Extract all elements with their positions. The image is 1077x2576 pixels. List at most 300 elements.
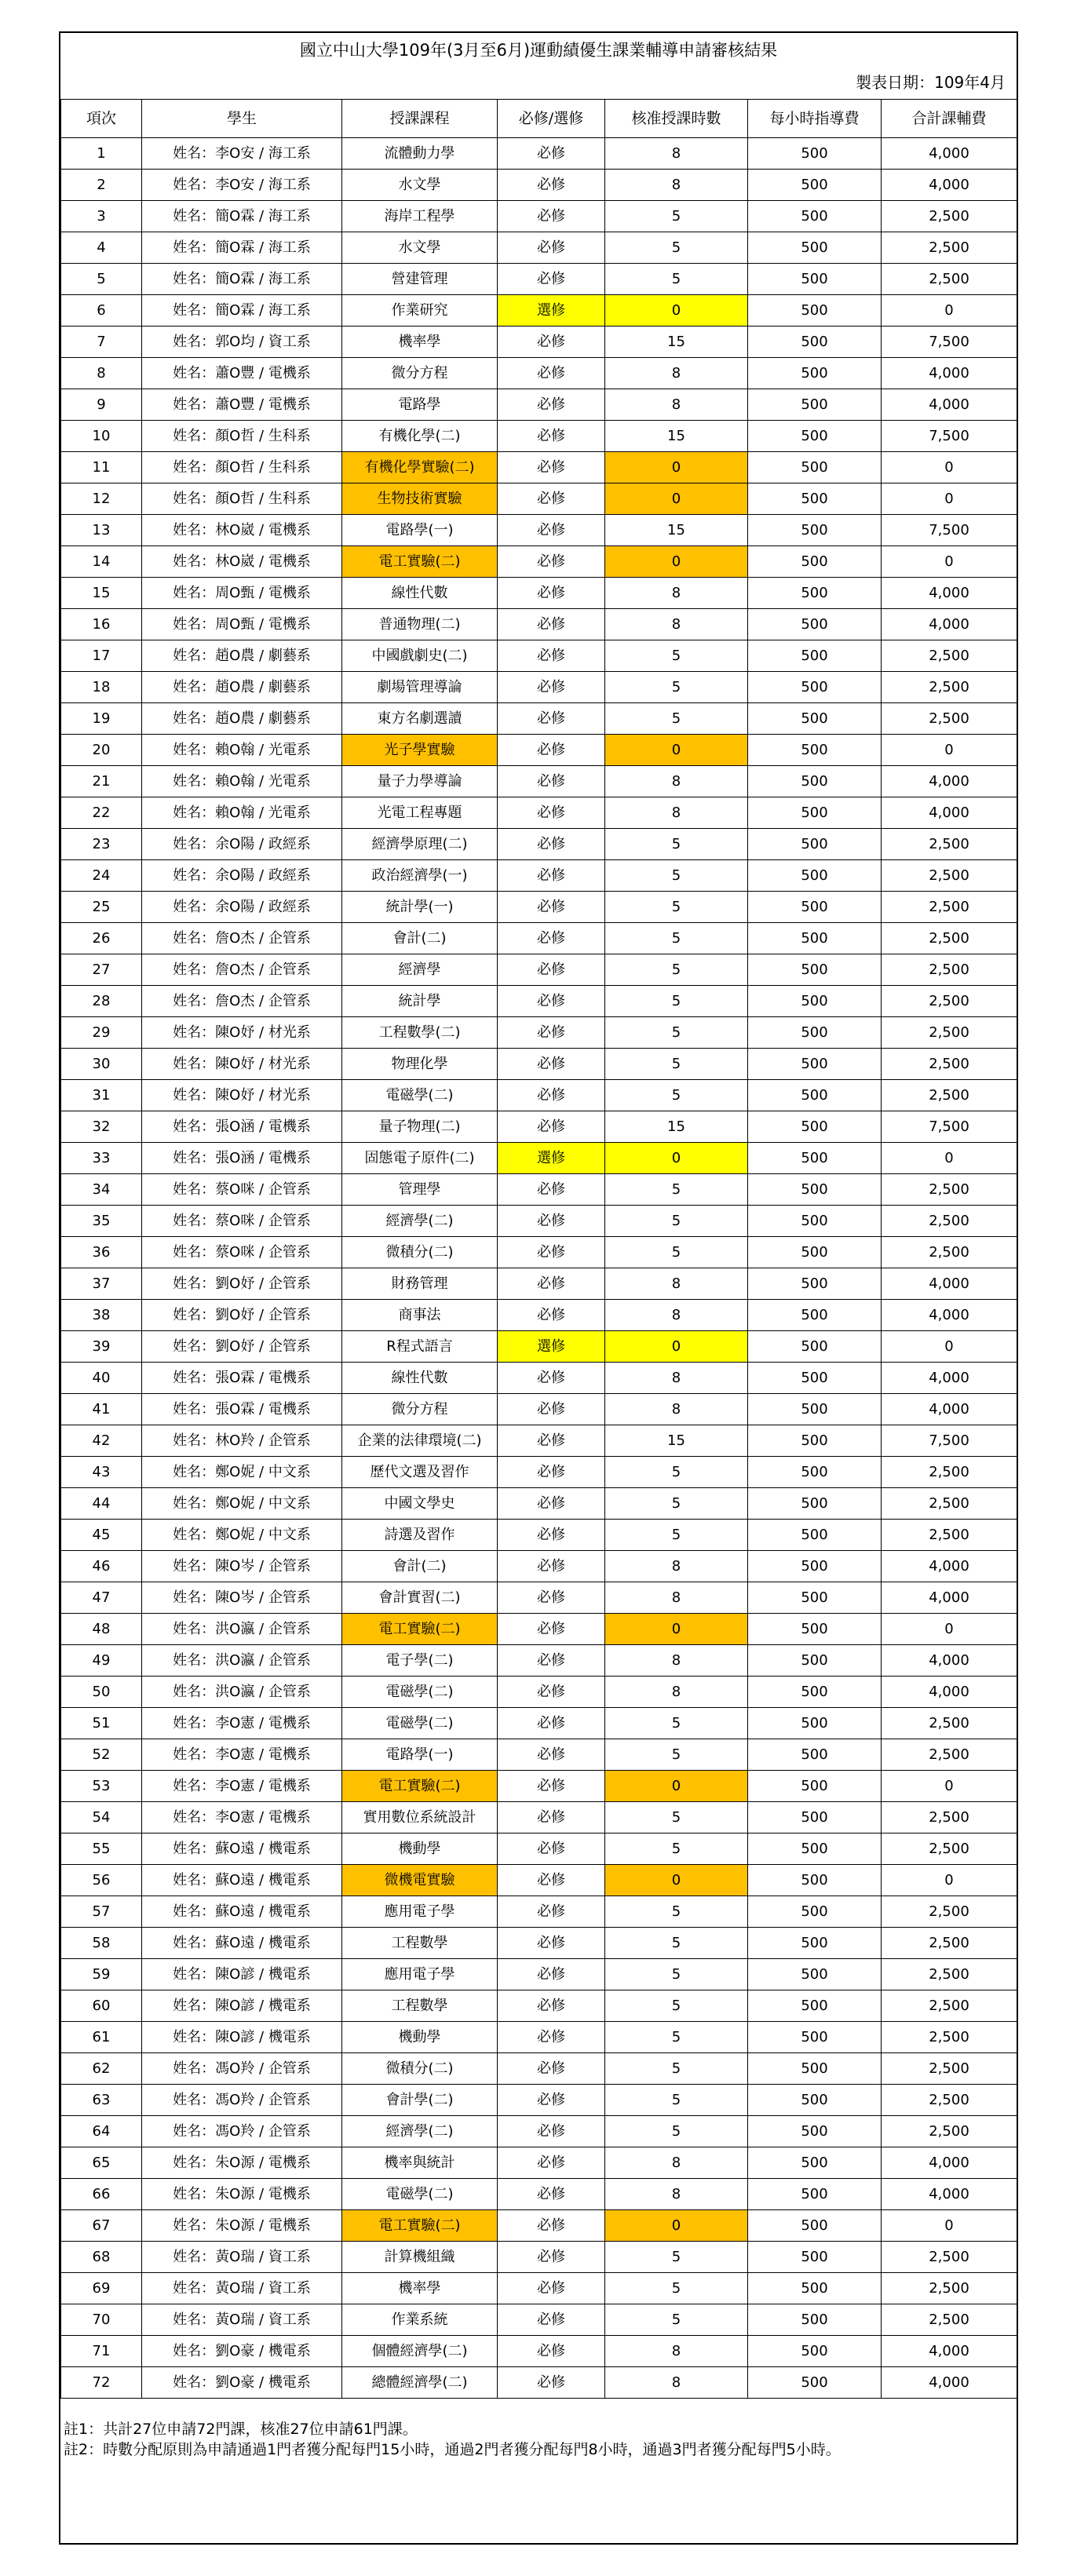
- cell-student: 姓名：劉O妤 / 企管系: [142, 1268, 342, 1300]
- table-row: [61, 954, 1017, 986]
- cell-fee: 500: [748, 1645, 882, 1677]
- cell-total: 4,000: [882, 1363, 1017, 1394]
- cell-course: 應用電子學: [342, 1959, 498, 1990]
- cell-hours: 8: [605, 1394, 748, 1425]
- cell-type: 必修: [498, 672, 605, 703]
- cell-index: 24: [61, 860, 142, 892]
- cell-index: 21: [61, 766, 142, 797]
- cell-student: 姓名：李O安 / 海工系: [142, 170, 342, 201]
- cell-type: 必修: [498, 138, 605, 170]
- cell-student: 姓名：蕭O豐 / 電機系: [142, 389, 342, 421]
- cell-student: 姓名：簡O霖 / 海工系: [142, 264, 342, 295]
- cell-hours: 8: [605, 138, 748, 170]
- cell-course: 作業研究: [342, 295, 498, 327]
- cell-student: 姓名：李O憲 / 電機系: [142, 1771, 342, 1802]
- table-row: [61, 2116, 1017, 2147]
- cell-index: 65: [61, 2147, 142, 2179]
- cell-hours: 5: [605, 2053, 748, 2085]
- cell-course: 統計學: [342, 986, 498, 1017]
- cell-hours: 5: [605, 1990, 748, 2022]
- table-row: [61, 2304, 1017, 2336]
- cell-course: 會計實習(二): [342, 1582, 498, 1614]
- cell-course: 經濟學(二): [342, 2116, 498, 2147]
- cell-hours: 8: [605, 1677, 748, 1708]
- cell-index: 58: [61, 1928, 142, 1959]
- cell-total: 2,500: [882, 2085, 1017, 2116]
- cell-type: 必修: [498, 1174, 605, 1206]
- cell-student: 姓名：陳O妤 / 材光系: [142, 1017, 342, 1049]
- cell-total: 4,000: [882, 1677, 1017, 1708]
- cell-course: 工程數學: [342, 1928, 498, 1959]
- cell-student: 姓名：陳O諺 / 機電系: [142, 1990, 342, 2022]
- cell-student: 姓名：蘇O遠 / 機電系: [142, 1896, 342, 1928]
- table-row: [61, 1488, 1017, 1520]
- cell-total: 2,500: [882, 1708, 1017, 1739]
- cell-course: 歷代文選及習作: [342, 1457, 498, 1488]
- table-row: [61, 1143, 1017, 1174]
- cell-index: 11: [61, 452, 142, 483]
- cell-fee: 500: [748, 2210, 882, 2242]
- cell-type: 必修: [498, 170, 605, 201]
- cell-fee: 500: [748, 2367, 882, 2399]
- cell-course: 經濟學: [342, 954, 498, 986]
- cell-index: 62: [61, 2053, 142, 2085]
- cell-hours: 5: [605, 1457, 748, 1488]
- note-1: 註1：共計27位申請72門課，核准27位申請61門課。: [64, 2421, 418, 2438]
- cell-student: 姓名：趙O農 / 劇藝系: [142, 640, 342, 672]
- cell-fee: 500: [748, 264, 882, 295]
- header-student: 學生: [142, 100, 342, 138]
- cell-type: 必修: [498, 2147, 605, 2179]
- cell-hours: 8: [605, 2147, 748, 2179]
- cell-type: 必修: [498, 515, 605, 546]
- table-row: [61, 1049, 1017, 1080]
- cell-total: 2,500: [882, 672, 1017, 703]
- cell-fee: 500: [748, 452, 882, 483]
- cell-type: 必修: [498, 358, 605, 389]
- cell-course: 有機化學(二): [342, 421, 498, 452]
- cell-fee: 500: [748, 954, 882, 986]
- cell-index: 5: [61, 264, 142, 295]
- cell-index: 34: [61, 1174, 142, 1206]
- cell-fee: 500: [748, 892, 882, 923]
- cell-fee: 500: [748, 421, 882, 452]
- cell-hours: 0: [605, 735, 748, 766]
- cell-type: 必修: [498, 578, 605, 609]
- cell-total: 4,000: [882, 766, 1017, 797]
- cell-student: 姓名：劉O妤 / 企管系: [142, 1300, 342, 1331]
- cell-course: 會計(二): [342, 923, 498, 954]
- cell-student: 姓名：洪O瀛 / 企管系: [142, 1614, 342, 1645]
- cell-student: 姓名：陳O妤 / 材光系: [142, 1049, 342, 1080]
- cell-fee: 500: [748, 860, 882, 892]
- cell-course: 微機電實驗: [342, 1865, 498, 1896]
- cell-fee: 500: [748, 358, 882, 389]
- table-row: [61, 829, 1017, 860]
- cell-fee: 500: [748, 986, 882, 1017]
- cell-student: 姓名：林O崴 / 電機系: [142, 546, 342, 578]
- cell-student: 姓名：張O霖 / 電機系: [142, 1394, 342, 1425]
- cell-fee: 500: [748, 2022, 882, 2053]
- cell-fee: 500: [748, 2304, 882, 2336]
- table-row: [61, 860, 1017, 892]
- cell-course: 固態電子原件(二): [342, 1143, 498, 1174]
- cell-student: 姓名：黃O瑞 / 資工系: [142, 2273, 342, 2304]
- cell-index: 2: [61, 170, 142, 201]
- cell-student: 姓名：簡O霖 / 海工系: [142, 295, 342, 327]
- cell-hours: 0: [605, 1331, 748, 1363]
- table-row: [61, 1896, 1017, 1928]
- cell-fee: 500: [748, 1833, 882, 1865]
- cell-type: 必修: [498, 327, 605, 358]
- cell-type: 必修: [498, 1111, 605, 1143]
- cell-hours: 8: [605, 2179, 748, 2210]
- cell-hours: 5: [605, 1928, 748, 1959]
- cell-course: 營建管理: [342, 264, 498, 295]
- cell-course: 作業系統: [342, 2304, 498, 2336]
- cell-index: 3: [61, 201, 142, 232]
- cell-student: 姓名：周O甄 / 電機系: [142, 609, 342, 640]
- cell-type: 必修: [498, 2179, 605, 2210]
- cell-fee: 500: [748, 1237, 882, 1268]
- cell-hours: 5: [605, 1080, 748, 1111]
- cell-hours: 8: [605, 578, 748, 609]
- cell-course: 應用電子學: [342, 1896, 498, 1928]
- cell-total: 2,500: [882, 1896, 1017, 1928]
- cell-total: 4,000: [882, 1645, 1017, 1677]
- cell-hours: 5: [605, 1896, 748, 1928]
- cell-fee: 500: [748, 2273, 882, 2304]
- cell-course: 電磁學(二): [342, 2179, 498, 2210]
- cell-student: 姓名：馮O羚 / 企管系: [142, 2053, 342, 2085]
- cell-fee: 500: [748, 1865, 882, 1896]
- cell-type: 必修: [498, 421, 605, 452]
- cell-student: 姓名：洪O瀛 / 企管系: [142, 1645, 342, 1677]
- cell-type: 選修: [498, 1331, 605, 1363]
- cell-course: 電工實驗(二): [342, 1771, 498, 1802]
- cell-course: 機率學: [342, 2273, 498, 2304]
- cell-student: 姓名：蔡O咪 / 企管系: [142, 1206, 342, 1237]
- cell-student: 姓名：陳O諺 / 機電系: [142, 1959, 342, 1990]
- cell-total: 4,000: [882, 2336, 1017, 2367]
- cell-course: 東方名劇選讀: [342, 703, 498, 735]
- cell-hours: 0: [605, 452, 748, 483]
- table-row: [61, 1174, 1017, 1206]
- cell-total: 0: [882, 2210, 1017, 2242]
- cell-type: 必修: [498, 1959, 605, 1990]
- cell-fee: 500: [748, 797, 882, 829]
- cell-index: 53: [61, 1771, 142, 1802]
- cell-course: 電磁學(二): [342, 1708, 498, 1739]
- cell-hours: 5: [605, 232, 748, 264]
- cell-course: 電工實驗(二): [342, 1614, 498, 1645]
- cell-student: 姓名：張O涵 / 電機系: [142, 1143, 342, 1174]
- cell-total: 2,500: [882, 640, 1017, 672]
- table-row: [61, 421, 1017, 452]
- table-row: [61, 703, 1017, 735]
- report-date: 製表日期：109年4月: [856, 73, 1006, 92]
- cell-index: 25: [61, 892, 142, 923]
- table-row: [61, 1111, 1017, 1143]
- cell-hours: 5: [605, 1802, 748, 1833]
- header-total-fee: 合計課輔費: [882, 100, 1017, 138]
- cell-total: 2,500: [882, 2022, 1017, 2053]
- cell-course: 電工實驗(二): [342, 546, 498, 578]
- cell-total: 2,500: [882, 1049, 1017, 1080]
- cell-hours: 8: [605, 1645, 748, 1677]
- cell-course: 機動學: [342, 1833, 498, 1865]
- cell-index: 52: [61, 1739, 142, 1771]
- cell-hours: 5: [605, 1833, 748, 1865]
- table-row: [61, 1833, 1017, 1865]
- table-row: [61, 2085, 1017, 2116]
- cell-course: 會計(二): [342, 1551, 498, 1582]
- table-row: [61, 672, 1017, 703]
- cell-type: 必修: [498, 1928, 605, 1959]
- cell-student: 姓名：賴O翰 / 光電系: [142, 797, 342, 829]
- table-row: [61, 1739, 1017, 1771]
- cell-type: 必修: [498, 1677, 605, 1708]
- cell-type: 必修: [498, 1206, 605, 1237]
- cell-course: 海岸工程學: [342, 201, 498, 232]
- cell-index: 36: [61, 1237, 142, 1268]
- table-row: [61, 201, 1017, 232]
- cell-hours: 5: [605, 954, 748, 986]
- cell-fee: 500: [748, 2053, 882, 2085]
- cell-total: 2,500: [882, 201, 1017, 232]
- table-row: [61, 1551, 1017, 1582]
- cell-type: 必修: [498, 923, 605, 954]
- table-row: [61, 232, 1017, 264]
- cell-hours: 5: [605, 2273, 748, 2304]
- cell-total: 2,500: [882, 2273, 1017, 2304]
- cell-type: 必修: [498, 2116, 605, 2147]
- cell-hours: 0: [605, 2210, 748, 2242]
- cell-fee: 500: [748, 1582, 882, 1614]
- cell-type: 必修: [498, 389, 605, 421]
- cell-fee: 500: [748, 640, 882, 672]
- cell-index: 20: [61, 735, 142, 766]
- cell-fee: 500: [748, 1080, 882, 1111]
- cell-type: 必修: [498, 1300, 605, 1331]
- cell-hours: 0: [605, 1614, 748, 1645]
- cell-index: 55: [61, 1833, 142, 1865]
- cell-student: 姓名：蕭O豐 / 電機系: [142, 358, 342, 389]
- table-row: [61, 1582, 1017, 1614]
- cell-course: 電路學(一): [342, 1739, 498, 1771]
- cell-fee: 500: [748, 1394, 882, 1425]
- table-row: [61, 1331, 1017, 1363]
- cell-type: 必修: [498, 829, 605, 860]
- cell-fee: 500: [748, 2336, 882, 2367]
- cell-fee: 500: [748, 295, 882, 327]
- table-row: [61, 389, 1017, 421]
- table-row: [61, 1959, 1017, 1990]
- cell-course: 微分方程: [342, 358, 498, 389]
- cell-index: 31: [61, 1080, 142, 1111]
- header-required-elective: 必修/選修: [498, 100, 605, 138]
- cell-index: 46: [61, 1551, 142, 1582]
- cell-course: 電路學: [342, 389, 498, 421]
- cell-student: 姓名：賴O翰 / 光電系: [142, 735, 342, 766]
- cell-index: 54: [61, 1802, 142, 1833]
- cell-type: 必修: [498, 1017, 605, 1049]
- cell-course: 會計學(二): [342, 2085, 498, 2116]
- table-row: [61, 264, 1017, 295]
- cell-fee: 500: [748, 1802, 882, 1833]
- cell-type: 必修: [498, 201, 605, 232]
- cell-total: 4,000: [882, 1300, 1017, 1331]
- cell-hours: 0: [605, 1771, 748, 1802]
- cell-total: 2,500: [882, 2053, 1017, 2085]
- cell-index: 35: [61, 1206, 142, 1237]
- table-row: [61, 327, 1017, 358]
- note-2: 註2：時數分配原則為申請通過1門者獲分配每門15小時，通過2門者獲分配每門8小時，通過3門者獲分配每門5小時。: [64, 2441, 841, 2458]
- cell-student: 姓名：朱O源 / 電機系: [142, 2179, 342, 2210]
- cell-course: 實用數位系統設計: [342, 1802, 498, 1833]
- cell-course: 有機化學實驗(二): [342, 452, 498, 483]
- cell-total: 4,000: [882, 358, 1017, 389]
- cell-fee: 500: [748, 546, 882, 578]
- cell-type: 選修: [498, 295, 605, 327]
- cell-total: 2,500: [882, 986, 1017, 1017]
- cell-student: 姓名：簡O霖 / 海工系: [142, 232, 342, 264]
- cell-index: 6: [61, 295, 142, 327]
- cell-hours: 8: [605, 609, 748, 640]
- cell-total: 2,500: [882, 1739, 1017, 1771]
- cell-fee: 500: [748, 1111, 882, 1143]
- cell-course: 機率學: [342, 327, 498, 358]
- cell-index: 67: [61, 2210, 142, 2242]
- cell-index: 48: [61, 1614, 142, 1645]
- table-row: [61, 2273, 1017, 2304]
- cell-student: 姓名：顏O哲 / 生科系: [142, 421, 342, 452]
- cell-index: 60: [61, 1990, 142, 2022]
- cell-hours: 5: [605, 1488, 748, 1520]
- table-row: [61, 1363, 1017, 1394]
- table-row: [61, 923, 1017, 954]
- cell-student: 姓名：詹O杰 / 企管系: [142, 923, 342, 954]
- header-approved-hours: 核准授課時數: [605, 100, 748, 138]
- cell-fee: 500: [748, 1363, 882, 1394]
- cell-student: 姓名：鄭O妮 / 中文系: [142, 1520, 342, 1551]
- cell-student: 姓名：郭O均 / 資工系: [142, 327, 342, 358]
- cell-hours: 8: [605, 1582, 748, 1614]
- table-row: [61, 546, 1017, 578]
- table-row: [61, 138, 1017, 170]
- cell-course: 經濟學(二): [342, 1206, 498, 1237]
- cell-total: 0: [882, 546, 1017, 578]
- cell-hours: 0: [605, 546, 748, 578]
- cell-total: 2,500: [882, 1833, 1017, 1865]
- cell-index: 13: [61, 515, 142, 546]
- cell-hours: 5: [605, 1959, 748, 1990]
- cell-student: 姓名：趙O農 / 劇藝系: [142, 703, 342, 735]
- cell-course: 總體經濟學(二): [342, 2367, 498, 2399]
- cell-total: 0: [882, 1143, 1017, 1174]
- cell-index: 1: [61, 138, 142, 170]
- cell-index: 49: [61, 1645, 142, 1677]
- cell-total: 4,000: [882, 1551, 1017, 1582]
- cell-fee: 500: [748, 1425, 882, 1457]
- table-row: [61, 1017, 1017, 1049]
- cell-total: 4,000: [882, 2367, 1017, 2399]
- cell-type: 必修: [498, 1833, 605, 1865]
- cell-total: 4,000: [882, 578, 1017, 609]
- cell-index: 14: [61, 546, 142, 578]
- cell-course: 詩選及習作: [342, 1520, 498, 1551]
- cell-fee: 500: [748, 829, 882, 860]
- cell-student: 姓名：蘇O遠 / 機電系: [142, 1928, 342, 1959]
- cell-fee: 500: [748, 232, 882, 264]
- cell-type: 必修: [498, 2242, 605, 2273]
- cell-course: 水文學: [342, 170, 498, 201]
- cell-student: 姓名：詹O杰 / 企管系: [142, 986, 342, 1017]
- cell-hours: 8: [605, 389, 748, 421]
- cell-course: 計算機組織: [342, 2242, 498, 2273]
- cell-total: 0: [882, 483, 1017, 515]
- cell-course: R程式語言: [342, 1331, 498, 1363]
- cell-student: 姓名：余O陽 / 政經系: [142, 829, 342, 860]
- cell-total: 4,000: [882, 797, 1017, 829]
- cell-fee: 500: [748, 389, 882, 421]
- cell-fee: 500: [748, 1677, 882, 1708]
- cell-hours: 0: [605, 1143, 748, 1174]
- cell-fee: 500: [748, 1017, 882, 1049]
- table-row: [61, 640, 1017, 672]
- cell-student: 姓名：蔡O咪 / 企管系: [142, 1237, 342, 1268]
- cell-total: 2,500: [882, 923, 1017, 954]
- cell-total: 2,500: [882, 703, 1017, 735]
- cell-course: 電工實驗(二): [342, 2210, 498, 2242]
- cell-index: 42: [61, 1425, 142, 1457]
- cell-course: 中國戲劇史(二): [342, 640, 498, 672]
- cell-type: 必修: [498, 1865, 605, 1896]
- cell-fee: 500: [748, 483, 882, 515]
- cell-type: 必修: [498, 892, 605, 923]
- cell-total: 0: [882, 1331, 1017, 1363]
- cell-student: 姓名：劉O妤 / 企管系: [142, 1331, 342, 1363]
- cell-total: 2,500: [882, 829, 1017, 860]
- cell-course: 微分方程: [342, 1394, 498, 1425]
- cell-total: 7,500: [882, 515, 1017, 546]
- cell-fee: 500: [748, 515, 882, 546]
- cell-student: 姓名：賴O翰 / 光電系: [142, 766, 342, 797]
- cell-student: 姓名：張O霖 / 電機系: [142, 1363, 342, 1394]
- cell-fee: 500: [748, 327, 882, 358]
- cell-fee: 500: [748, 1049, 882, 1080]
- cell-index: 17: [61, 640, 142, 672]
- cell-total: 2,500: [882, 892, 1017, 923]
- cell-hours: 8: [605, 2336, 748, 2367]
- cell-total: 4,000: [882, 2147, 1017, 2179]
- cell-student: 姓名：馮O羚 / 企管系: [142, 2116, 342, 2147]
- cell-fee: 500: [748, 201, 882, 232]
- cell-total: 2,500: [882, 2116, 1017, 2147]
- cell-total: 0: [882, 295, 1017, 327]
- cell-total: 2,500: [882, 264, 1017, 295]
- cell-total: 4,000: [882, 2179, 1017, 2210]
- cell-index: 41: [61, 1394, 142, 1425]
- cell-index: 19: [61, 703, 142, 735]
- cell-total: 2,500: [882, 1017, 1017, 1049]
- cell-type: 必修: [498, 2336, 605, 2367]
- cell-index: 70: [61, 2304, 142, 2336]
- cell-hours: 5: [605, 1049, 748, 1080]
- cell-type: 必修: [498, 1457, 605, 1488]
- cell-index: 64: [61, 2116, 142, 2147]
- cell-student: 姓名：周O甄 / 電機系: [142, 578, 342, 609]
